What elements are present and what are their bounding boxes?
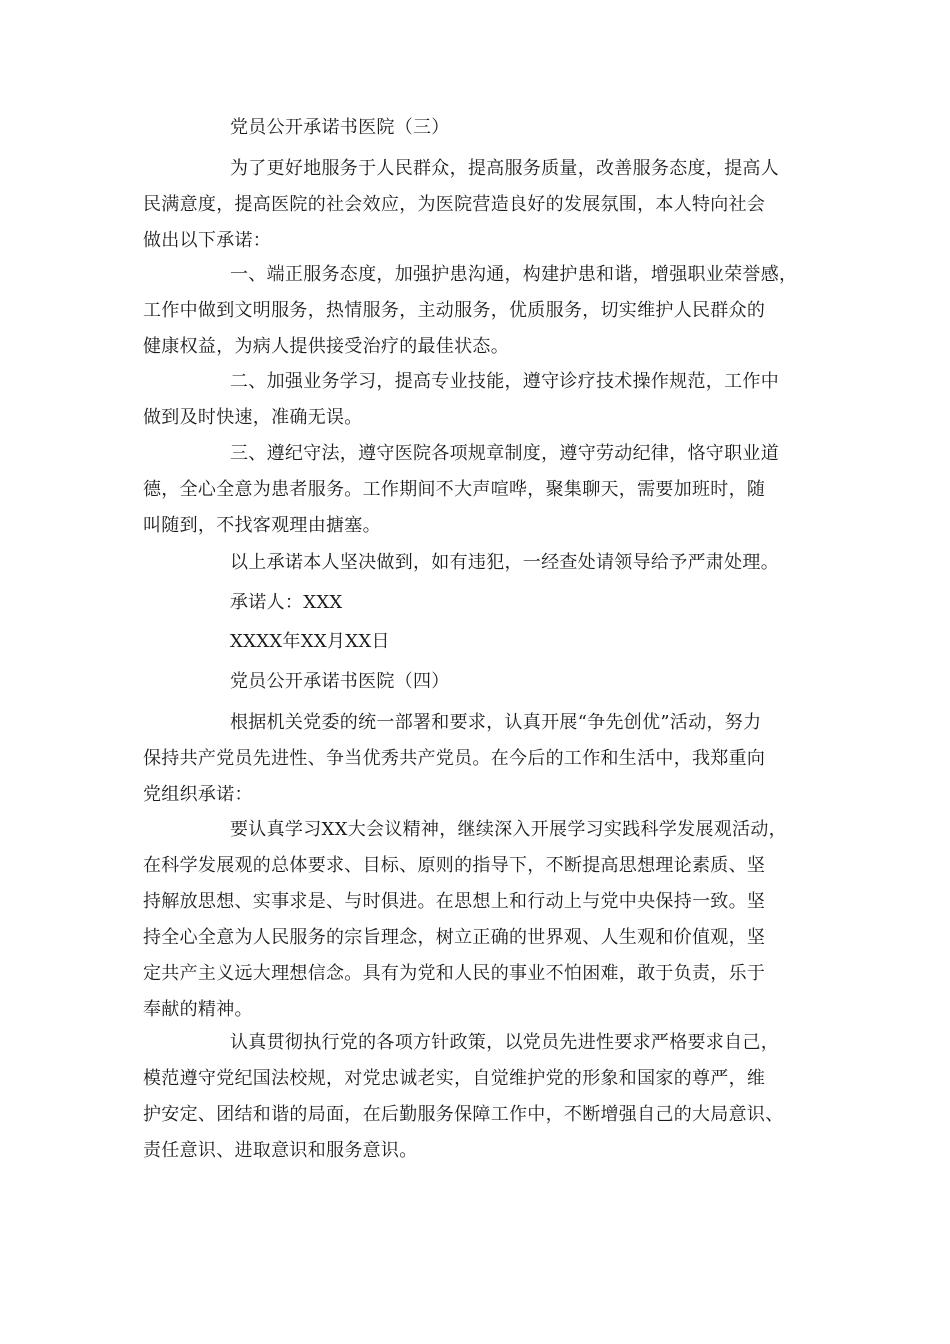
text-line: 做出以下承诺： <box>143 230 272 251</box>
section3-closing: 以上承诺本人坚决做到，如有违犯，一经查处请领导给予严肃处理。 <box>230 552 779 573</box>
section4-title: 党员公开承诺书医院（四） <box>230 671 450 692</box>
text-line: 要认真学习XX大会议精神，继续深入开展学习实践科学发展观活动， <box>230 819 787 840</box>
text-line: 二、加强业务学习，提高专业技能，遵守诊疗技术操作规范，工作中 <box>230 371 779 392</box>
text-line: 责任意识、进取意识和服务意识。 <box>143 1140 418 1161</box>
section4-para2 <box>143 1025 813 1169</box>
text-line: 根据机关党委的统一部署和要求，认真开展“争先创优”活动，努力 <box>230 712 762 733</box>
text-line: 健康权益，为病人提供接受治疗的最佳状态。 <box>143 336 509 357</box>
date: XXXX年XX月XX日 <box>230 631 390 652</box>
text-line: 一、端正服务态度，加强护患沟通，构建护患和谐，增强职业荣誉感， <box>230 264 798 285</box>
text-line: 认真贯彻执行党的各项方针政策，以党员先进性要求严格要求自己， <box>230 1032 779 1053</box>
section4-para1 <box>143 812 813 1028</box>
text-line: 党组织承诺： <box>143 784 253 805</box>
section3-title-block <box>143 110 813 146</box>
text-line: 奉献的精神。 <box>143 999 253 1020</box>
text-line: 德，全心全意为患者服务。工作期间不大声喧哗，聚集聊天，需要加班时，随 <box>143 479 766 500</box>
text-line: 叫随到，不找客观理由搪塞。 <box>143 515 381 536</box>
text-line: 护安定、团结和谐的局面，在后勤服务保障工作中，不断增强自己的大局意识、 <box>143 1104 784 1125</box>
text-line: 在科学发展观的总体要求、目标、原则的指导下，不断提高思想理论素质、坚 <box>143 855 766 876</box>
section3-intro <box>143 151 813 259</box>
text-line: 工作中做到文明服务，热情服务，主动服务，优质服务，切实维护人民群众的 <box>143 300 766 321</box>
section3-item3 <box>143 436 813 544</box>
section3-signer-block <box>143 585 813 621</box>
text-line: 持解放思想、实事求是、与时俱进。在思想上和行动上与党中央保持一致。坚 <box>143 891 766 912</box>
text-line: 为了更好地服务于人民群众，提高服务质量，改善服务态度，提高人 <box>230 158 779 179</box>
signer: 承诺人：XXX <box>230 592 343 613</box>
text-line: 三、遵纪守法，遵守医院各项规章制度，遵守劳动纪律，恪守职业道 <box>230 443 779 464</box>
section3-title: 党员公开承诺书医院（三） <box>230 117 450 138</box>
section4-title-block <box>143 664 813 700</box>
text-line: 模范遵守党纪国法校规，对党忠诚老实，自觉维护党的形象和国家的尊严，维 <box>143 1068 766 1089</box>
text-line: 民满意度，提高医院的社会效应，为医院营造良好的发展氛围，本人特向社会 <box>143 194 766 215</box>
section3-item2 <box>143 364 813 436</box>
text-line: 定共产主义远大理想信念。具有为党和人民的事业不怕困难，敢于负责，乐于 <box>143 963 766 984</box>
text-line: 做到及时快速，准确无误。 <box>143 407 363 428</box>
section3-closing-block <box>143 545 813 581</box>
section3-date-block <box>143 624 813 660</box>
text-line: 持全心全意为人民服务的宗旨理念，树立正确的世界观、人生观和价值观，坚 <box>143 927 766 948</box>
section3-item1 <box>143 257 813 365</box>
section4-intro <box>143 705 813 813</box>
text-line: 保持共产党员先进性、争当优秀共产党员。在今后的工作和生活中，我郑重向 <box>143 748 766 769</box>
